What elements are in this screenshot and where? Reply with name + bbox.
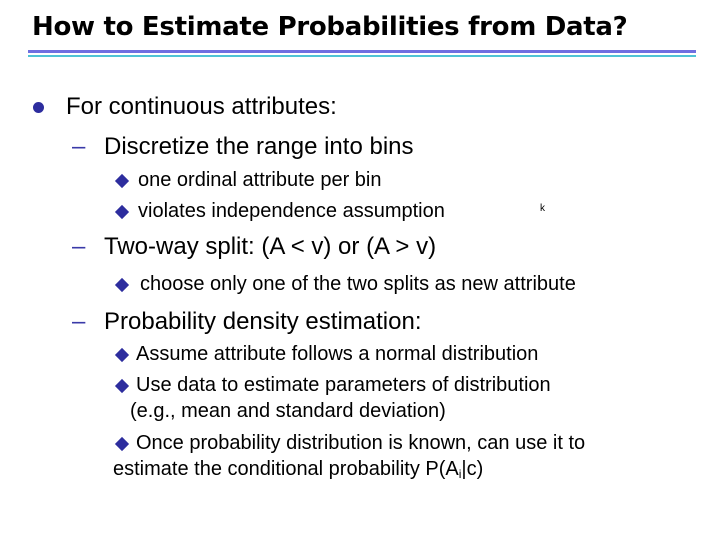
subscript-i: i bbox=[458, 467, 462, 481]
diamond-bullet-icon bbox=[115, 205, 129, 219]
item-use-data-line2: (e.g., mean and standard deviation) bbox=[130, 400, 446, 422]
item-use-data-line1: Use data to estimate parameters of distribution bbox=[136, 374, 551, 396]
item-once-known-line2 bbox=[113, 458, 483, 481]
item-choose-one-split: choose only one of the two splits as new attribute bbox=[140, 273, 576, 295]
bullet-continuous-attributes: For continuous attributes: bbox=[66, 93, 337, 120]
item-ordinal-attribute: one ordinal attribute per bin bbox=[138, 169, 382, 191]
dash-icon: – bbox=[72, 308, 86, 335]
sub-bullet-two-way-split: Two-way split: (A < v) or (A > v) bbox=[104, 233, 437, 260]
bullet-dot-icon bbox=[33, 102, 44, 113]
diamond-bullet-icon bbox=[115, 278, 129, 292]
item-once-known-line1: Once probability distribution is known, can use it to bbox=[136, 432, 586, 454]
title-rule-top bbox=[28, 50, 696, 53]
item-violates-independence: violates independence assumption bbox=[138, 200, 445, 222]
item-assume-normal: Assume attribute follows a normal distribution bbox=[136, 343, 539, 365]
diamond-bullet-icon bbox=[115, 348, 129, 362]
diamond-bullet-icon bbox=[115, 379, 129, 393]
diamond-bullet-icon bbox=[115, 437, 129, 451]
title-rule-bottom bbox=[28, 55, 696, 57]
slide-title: How to Estimate Probabilities from Data? bbox=[32, 12, 628, 42]
conditional-prob-suffix: |c) bbox=[461, 458, 484, 480]
diamond-bullet-icon bbox=[115, 174, 129, 188]
sub-bullet-discretize: Discretize the range into bins bbox=[104, 133, 414, 160]
stray-mark: k bbox=[540, 203, 545, 214]
dash-icon: – bbox=[72, 133, 86, 160]
sub-bullet-density-estimation: Probability density estimation: bbox=[104, 308, 422, 335]
dash-icon: – bbox=[72, 233, 86, 260]
conditional-prob-prefix: estimate the conditional probability P(A bbox=[113, 458, 459, 480]
